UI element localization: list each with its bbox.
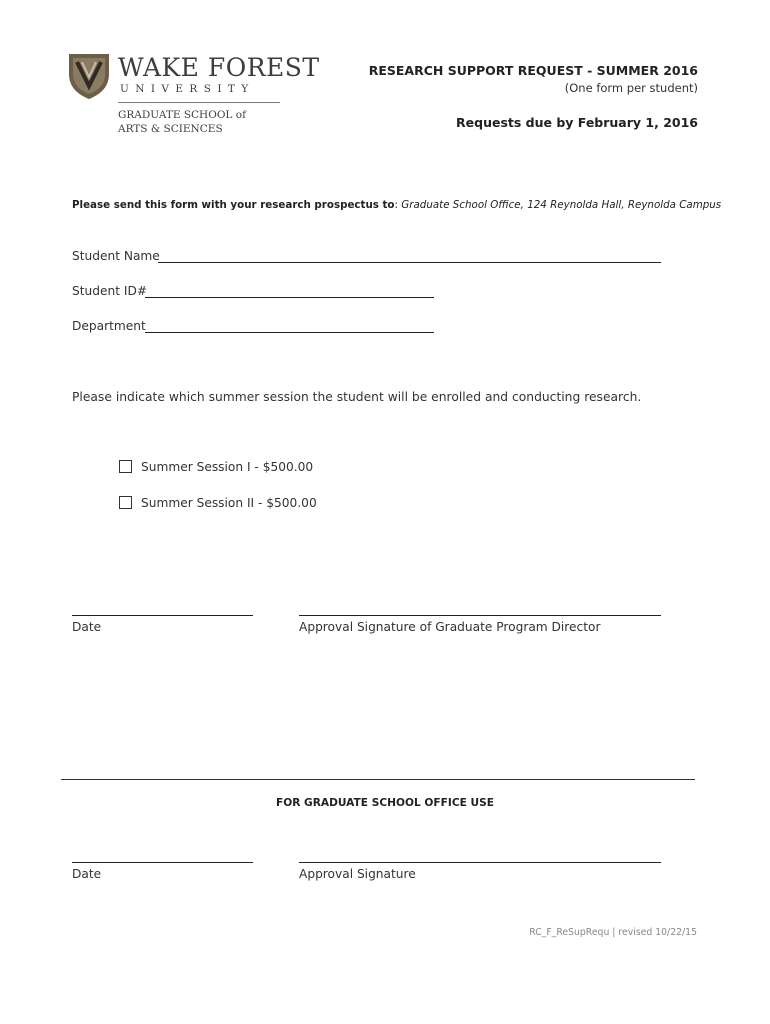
logo-university-text: UNIVERSITY <box>120 83 255 95</box>
logo-school-line2: ARTS & SCIENCES <box>118 123 223 135</box>
department-label: Department <box>72 319 146 333</box>
office-use-heading: FOR GRADUATE SCHOOL OFFICE USE <box>275 797 495 809</box>
department-line[interactable] <box>145 332 434 333</box>
student-name-label: Student Name <box>72 249 160 263</box>
director-signature-line[interactable] <box>299 615 661 616</box>
instructions-lead: Please send this form with your research prospectus to <box>72 199 395 211</box>
form-title: RESEARCH SUPPORT REQUEST - SUMMER 2016 <box>368 63 698 78</box>
date-label: Date <box>72 620 102 634</box>
session-question: Please indicate which summer session the student will be enrolled and conducting research. <box>72 390 642 404</box>
office-signature-label: Approval Signature <box>299 867 416 881</box>
session-2-checkbox[interactable] <box>119 496 132 509</box>
student-id-line[interactable] <box>145 297 434 298</box>
office-date-label: Date <box>72 867 102 881</box>
instructions-address: Graduate School Office, 124 Reynolda Hall, Reynolda Campus <box>397 199 722 211</box>
instructions <box>72 199 721 211</box>
wake-forest-shield-logo <box>67 52 111 100</box>
office-use-divider <box>61 779 695 780</box>
session-2-label: Summer Session II - $500.00 <box>141 496 317 510</box>
logo-divider <box>118 102 280 103</box>
session-1-checkbox[interactable] <box>119 460 132 473</box>
session-1-label: Summer Session I - $500.00 <box>141 460 314 474</box>
student-id-label: Student ID# <box>72 284 148 298</box>
student-name-line[interactable] <box>158 262 661 263</box>
logo-school-line1: GRADUATE SCHOOL of <box>118 109 246 121</box>
logo-wordmark: WAKE FOREST <box>118 53 320 82</box>
form-revision-code: RC_F_ReSupRequ | revised 10/22/15 <box>529 927 697 938</box>
director-signature-label: Approval Signature of Graduate Program Director <box>299 620 601 634</box>
logo-school-name <box>118 108 246 136</box>
date-signature-line[interactable] <box>72 615 253 616</box>
instructions-colon: : <box>394 199 398 211</box>
form-subtitle: (One form per student) <box>564 81 698 95</box>
office-signature-line[interactable] <box>299 862 661 863</box>
office-date-line[interactable] <box>72 862 253 863</box>
due-date-notice: Requests due by February 1, 2016 <box>456 115 698 130</box>
